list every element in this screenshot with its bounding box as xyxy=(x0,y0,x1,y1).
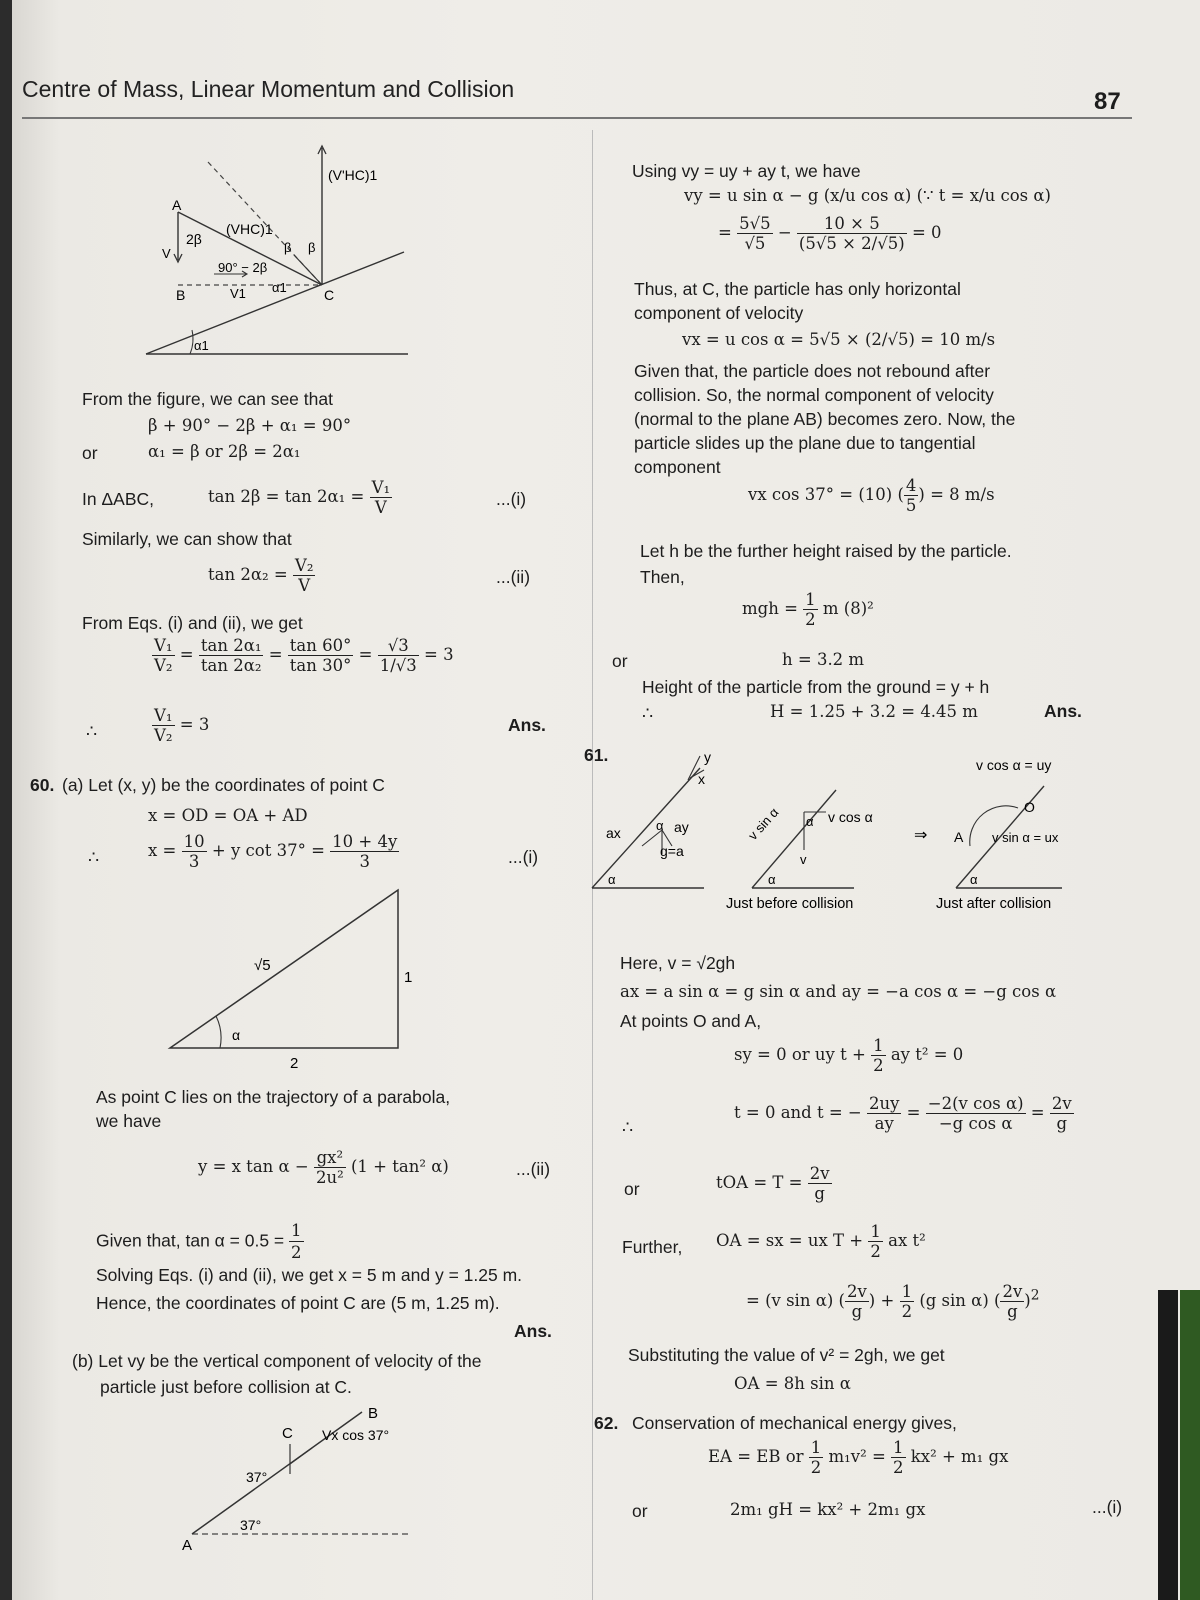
text-coordinates: Hence, the coordinates of point C are (5 m, 1.25 m). xyxy=(96,1293,500,1313)
eq-ax-ay: ax = a sin α = g sin α and ay = −a cos α = −g cos α xyxy=(620,982,1057,1001)
text-or: or xyxy=(624,1179,640,1199)
eq-tag-i: ...(i) xyxy=(508,847,539,867)
fig3-label-v: v xyxy=(800,852,807,867)
fig2-label-vx: Vx cos 37° xyxy=(322,1427,390,1443)
answer-label: Ans. xyxy=(514,1321,552,1341)
text-thus: Thus, at C, the particle has only horizontal xyxy=(634,279,961,299)
eq-tag-i: ...(i) xyxy=(496,489,527,509)
tri-label-adj: 2 xyxy=(290,1055,299,1072)
fig3-caption-after: Just after collision xyxy=(936,896,1052,912)
answer-label: Ans. xyxy=(1044,701,1082,721)
tri-label-angle: α xyxy=(232,1027,241,1043)
eq-ratio-result: = 3 xyxy=(424,645,454,664)
text-conservation: Conservation of mechanical energy gives, xyxy=(632,1413,957,1433)
text-points-oa: At points O and A, xyxy=(620,1011,762,1031)
frac-num: 5√5 xyxy=(739,214,771,233)
text-or: or xyxy=(82,443,98,463)
fig3-label-ga: g=a xyxy=(660,843,684,859)
fig1-label-A: A xyxy=(172,197,182,213)
text-let-h: Let h be the further height raised by the particle. xyxy=(640,541,1012,561)
fig1-label-B: B xyxy=(176,287,186,303)
eq-result: = 0 xyxy=(911,223,942,242)
fig2-label-37b: 37° xyxy=(240,1517,262,1533)
frac-den: 2 xyxy=(873,1056,884,1075)
frac-den: V xyxy=(298,576,311,595)
fig1-label-90-2beta: 90° − 2β xyxy=(218,260,268,275)
frac-num: 2v xyxy=(1051,1094,1072,1113)
frac-den: g xyxy=(851,1302,863,1321)
frac-den: V xyxy=(374,498,387,517)
eq-vx: vx = u cos α = 5√5 × (2/√5) = 10 m/s xyxy=(682,330,996,349)
fig3-label-alpha-bot: α xyxy=(608,872,616,887)
fig3-label-alpha-r: α xyxy=(970,872,978,887)
frac-num: −2(v cos α) xyxy=(927,1094,1024,1113)
eq-x-od: x = OD = OA + AD xyxy=(148,806,308,825)
eq-part: ax t² xyxy=(888,1231,926,1250)
frac-num: 10 + 4y xyxy=(332,832,398,851)
eq-part: mgh = xyxy=(742,599,798,618)
fig3-label-vsin: v sin α xyxy=(745,804,782,843)
decorative-edge-bar xyxy=(1180,1290,1200,1600)
header-rule xyxy=(22,117,1132,119)
eq-tan2beta-lhs: tan 2β = tan 2α₁ = xyxy=(208,487,365,506)
frac-den: 2u² xyxy=(316,1168,344,1187)
fig3-caption-before: Just before collision xyxy=(726,896,854,912)
eq-t-values: t = 0 and t = − $\frac{2uy}{ay}$ = $\frac{\text{−2(v cos α)}}{\text{−g cos α}}$ = $\frac{2v}{g}$ xyxy=(734,1094,1072,1133)
text-given-rebound-2: collision. So, the normal component of velocity xyxy=(634,385,994,405)
therefore-symbol: ∴ xyxy=(642,703,654,723)
therefore-symbol: ∴ xyxy=(88,847,100,867)
eq-vy: vy = u sin α − g (x/u cos α) (∵ t = x/u cos α) xyxy=(684,186,1051,205)
eq-oa-expand: = (v sin α) ( $\frac{2v}{g}$ ) + $\frac{1}{2}$ (g sin α) ( $\frac{2v}{g}$ )$^2$ xyxy=(746,1282,1040,1321)
eq-H-value: H = 1.25 + 3.2 = 4.45 m xyxy=(770,702,978,721)
frac-den: V₂ xyxy=(154,656,173,675)
fig1-label-2beta: 2β xyxy=(186,231,202,247)
frac-num: 2uy xyxy=(868,1094,900,1113)
frac-den: 2 xyxy=(870,1242,881,1261)
q60-part-b-line2: particle just before collision at C. xyxy=(100,1377,352,1397)
text-from-figure: From the figure, we can see that xyxy=(82,389,333,409)
text-given-rebound-5: component xyxy=(634,457,721,477)
textbook-page xyxy=(12,0,1200,1600)
text-given-rebound-1: Given that, the particle does not rebound after xyxy=(634,361,991,381)
eq-alpha-beta: α₁ = β or 2β = 2α₁ xyxy=(148,442,301,461)
frac-num: 10 × 5 xyxy=(797,214,907,234)
eq-part: y = x tan α − xyxy=(198,1157,309,1176)
fig3-arrow: ⇒ xyxy=(914,827,928,844)
eq-parabola xyxy=(198,1148,449,1187)
fig1-label-V1: V1 xyxy=(230,286,246,301)
eq-exponent: 2 xyxy=(1030,1287,1040,1304)
frac-den: √5 xyxy=(744,234,766,253)
frac-den: tan 30° xyxy=(289,656,352,675)
frac-num: V₁ xyxy=(371,478,391,497)
text-or: or xyxy=(612,651,628,671)
fig2-label-C: C xyxy=(282,1425,293,1442)
text-from-eqs: From Eqs. (i) and (ii), we get xyxy=(82,613,303,633)
frac-den: 2 xyxy=(893,1458,904,1477)
fig3-label-O: O xyxy=(1024,799,1035,815)
frac-den: ay xyxy=(874,1114,894,1133)
frac-den: 3 xyxy=(188,852,200,871)
text-component: component of velocity xyxy=(634,303,804,323)
page-number: 87 xyxy=(1094,88,1121,115)
frac-v1-v xyxy=(370,478,393,517)
text-similarly: Similarly, we can show that xyxy=(82,529,292,549)
text-given-rebound-3: (normal to the plane AB) becomes zero. Now, the xyxy=(634,409,1016,429)
frac-den: g xyxy=(1007,1302,1018,1321)
eq-x-value xyxy=(148,832,399,871)
therefore-symbol: ∴ xyxy=(86,721,98,741)
fig1-label-beta2: β xyxy=(308,240,316,255)
eq-part: OA = sx = ux T + xyxy=(716,1231,864,1250)
eq-toa xyxy=(716,1164,832,1203)
figure-right-triangle xyxy=(162,882,422,1072)
fig1-label-alpha1a: α1 xyxy=(272,280,287,295)
text-height-ground: Height of the particle from the ground = y + h xyxy=(642,677,990,697)
eq-part: m₁v² = xyxy=(828,1447,886,1466)
text-substituting: Substituting the value of v² = 2gh, we get xyxy=(628,1345,945,1365)
figure-velocity-diagram xyxy=(142,140,432,370)
text-or: or xyxy=(632,1501,648,1521)
frac-num: 1 xyxy=(901,1282,913,1301)
text-solving: Solving Eqs. (i) and (ii), we get x = 5 m and y = 1.25 m. xyxy=(96,1265,523,1285)
eq-vy-zero: = $\frac{5√5}{√5}$ − $\frac{10 \times 5}{(5√5 \times 2/√5)}$ = 0 xyxy=(718,214,942,253)
frac-v2-v xyxy=(293,556,316,595)
frac-num: gx² xyxy=(314,1148,346,1168)
fig3-label-alpha-m: α xyxy=(806,814,814,829)
text-further: Further, xyxy=(622,1237,683,1257)
tri-label-opp: 1 xyxy=(404,969,413,986)
eq-tan2beta xyxy=(208,478,392,517)
frac-den: 2 xyxy=(805,610,816,629)
eq-part: = 8 m/s xyxy=(930,485,995,504)
figure-collision xyxy=(592,750,1092,920)
eq-part: vx cos 37° = (10) xyxy=(748,485,893,504)
frac-num: V₂ xyxy=(294,556,314,575)
frac-den: 3 xyxy=(359,852,370,871)
fig3-label-ax: ax xyxy=(606,825,621,841)
eq-part: (g sin α) xyxy=(919,1291,989,1310)
frac-num: 1 xyxy=(873,1036,884,1055)
frac-den: g xyxy=(814,1184,825,1203)
frac-num: 2v xyxy=(1002,1282,1023,1301)
text-given-tan xyxy=(96,1220,304,1264)
fig1-label-vhc: (VHC)1 xyxy=(226,221,273,237)
text-trajectory: As point C lies on the trajectory of a parabola, xyxy=(96,1087,451,1107)
frac-num: 1 xyxy=(893,1438,904,1457)
fig3-label-x: x xyxy=(698,771,705,787)
eq-part: + y cot 37° = xyxy=(211,841,325,860)
frac-den: V₂ xyxy=(154,726,173,745)
fig3-label-alpha-top: α xyxy=(656,818,664,833)
fig2-label-37a: 37° xyxy=(246,1469,268,1485)
frac-num: 2v xyxy=(846,1282,867,1301)
frac-den: tan 2α₂ xyxy=(200,656,262,675)
eq-oa-sx xyxy=(716,1222,926,1261)
eq-part: sy = 0 or uy t + xyxy=(734,1045,866,1064)
fig3-label-vcos: v cos α xyxy=(828,809,873,825)
eq-v-value: Here, v = √2gh xyxy=(620,953,736,973)
tri-label-hyp: √5 xyxy=(254,957,271,974)
eq-part: t = 0 and t = − xyxy=(734,1103,862,1122)
decorative-edge-bar xyxy=(1158,1290,1178,1600)
fig1-label-alpha1b: α1 xyxy=(194,338,209,353)
fig2-label-A: A xyxy=(182,1537,193,1554)
eq-sy xyxy=(734,1036,963,1075)
eq-part: EA = EB or xyxy=(708,1447,804,1466)
answer-label: Ans. xyxy=(508,715,546,735)
text-then: Then, xyxy=(640,567,685,587)
eq-part: x = xyxy=(148,841,177,860)
question-60-number: 60. xyxy=(30,775,55,795)
fig1-label-C: C xyxy=(324,287,335,303)
fig1-label-vhc1: (V'HC)1 xyxy=(328,167,378,183)
fig3-label-y: y xyxy=(704,749,711,765)
q60-part-a: (a) Let (x, y) be the coordinates of point C xyxy=(62,775,385,795)
frac-num: V₁ xyxy=(154,706,173,725)
fig1-label-beta1: β xyxy=(284,240,292,255)
eq-part: m (8)² xyxy=(822,599,874,618)
eq-oa-final: OA = 8h sin α xyxy=(734,1374,851,1393)
eq-tag-ii: ...(ii) xyxy=(516,1159,551,1179)
eq-h-value: h = 3.2 m xyxy=(782,650,865,669)
eq-ratio-final xyxy=(152,706,209,745)
frac-num: tan 60° xyxy=(289,636,352,655)
fig3-label-vcos-uy: v cos α = uy xyxy=(976,757,1052,773)
eq-part: kx² + m₁ gx xyxy=(910,1447,1009,1466)
frac-num: 4 xyxy=(905,476,917,495)
frac-den: 5 xyxy=(905,496,917,515)
text-part: Given that, tan α = 0.5 = xyxy=(96,1230,285,1251)
chapter-title: Centre of Mass, Linear Momentum and Collision xyxy=(22,76,515,102)
question-62-number: 62. xyxy=(594,1413,619,1433)
frac-den: 2 xyxy=(901,1302,913,1321)
frac-num: 2v xyxy=(809,1164,830,1183)
fig3-label-vsin-ux: v sin α = ux xyxy=(992,830,1059,845)
fig1-label-V: V xyxy=(162,246,171,261)
eq-tag-i: ...(i) xyxy=(1092,1497,1123,1517)
eq-energy-2: 2m₁ gH = kx² + 2m₁ gx xyxy=(730,1500,926,1519)
eq-result: = 3 xyxy=(179,715,210,734)
fig3-label-A: A xyxy=(954,829,964,845)
eq-energy xyxy=(708,1438,1008,1477)
eq-ratio: $\frac{\text{V₁}}{\text{V₂}}$ = $\frac{\text{tan 2α₁}}{\text{tan 2α₂}}$ = $\frac{\tan 60^\circ}{\tan 30^\circ}$ = $\frac{√3}{1/√3}$ = 3 xyxy=(154,636,454,675)
eq-mgh xyxy=(742,590,874,629)
frac-den: g xyxy=(1056,1114,1068,1133)
frac-num: 10 xyxy=(183,832,205,851)
frac-den: (5√5 × 2/√5) xyxy=(798,234,905,253)
frac-den: 1/√3 xyxy=(379,656,417,675)
frac-num: √3 xyxy=(378,636,419,656)
fig3-label-alpha-mb: α xyxy=(768,872,776,887)
text-in-abc: In ΔABC, xyxy=(82,489,154,509)
question-61-number: 61. xyxy=(584,745,609,765)
fig3-label-ay: ay xyxy=(674,819,689,835)
frac-num: V₁ xyxy=(154,636,173,655)
eq-part: = (v sin α) xyxy=(746,1291,834,1310)
figure-incline-37 xyxy=(182,1404,422,1554)
frac-num: 1 xyxy=(805,590,816,609)
frac-num: 1 xyxy=(289,1220,304,1242)
frac-num: 1 xyxy=(810,1438,822,1457)
frac-den: 2 xyxy=(291,1243,302,1263)
frac-num: 1 xyxy=(870,1222,881,1241)
eq-angle-sum: β + 90° − 2β + α₁ = 90° xyxy=(148,416,352,435)
text-using-vy: Using vy = uy + ay t, we have xyxy=(632,161,861,181)
q60-part-b-line1: (b) Let vy be the vertical component of velocity of the xyxy=(72,1351,482,1371)
therefore-symbol: ∴ xyxy=(622,1117,634,1137)
eq-part: tOA = T = xyxy=(716,1173,803,1192)
frac-den: 2 xyxy=(810,1458,822,1477)
eq-part: (1 + tan² α) xyxy=(351,1157,449,1176)
text-given-rebound-4: particle slides up the plane due to tangential xyxy=(634,433,976,453)
eq-vx-cos37: vx cos 37° = (10) ( $\frac{4}{5}$ ) = 8 m/s xyxy=(748,476,995,515)
eq-tag-ii: ...(ii) xyxy=(496,567,531,587)
frac-num: tan 2α₁ xyxy=(200,636,262,655)
eq-part: + xyxy=(880,1291,895,1310)
eq-part: ay t² = 0 xyxy=(890,1045,964,1064)
eq-tan2alpha2-lhs: tan 2α₂ = xyxy=(208,565,288,584)
text-we-have: we have xyxy=(96,1111,162,1131)
frac-den: −g cos α xyxy=(938,1114,1013,1133)
fig2-label-B: B xyxy=(368,1405,379,1422)
eq-tan2alpha2 xyxy=(208,556,315,595)
